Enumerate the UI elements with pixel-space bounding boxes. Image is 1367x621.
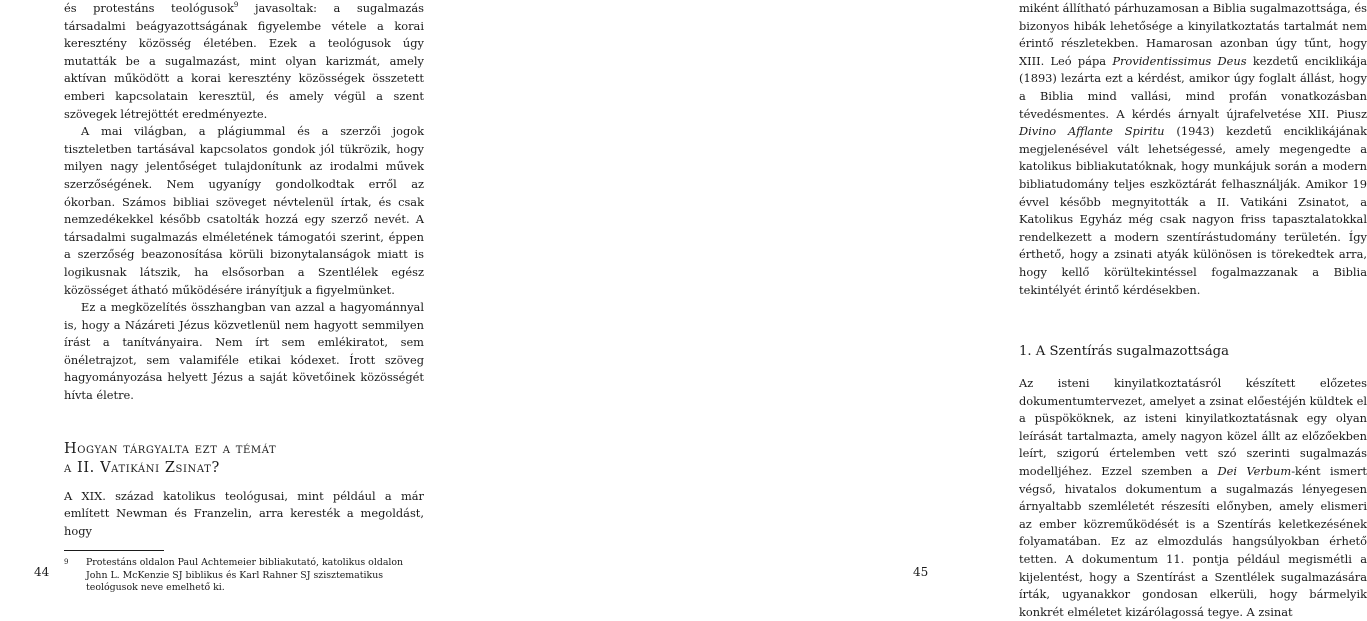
paragraph-text: (1943) kezdetű enciklikájának megjelenésével vált lehetségessé, amely megengedte a katolikus bibliakutatóknak, hogy munkájuk során a modern bibliatudomány teljes eszköztárát felhasználják. Amikor 19 évvel később megnyitották a II. Vatikáni Zsinatot, a Katolikus Egyház még csak nagyon friss tapasztalatokkal rendelkezett a modern szentírástudomány területén. Így érthető, hogy a zsinati atyák különösen is törekedtek arra, hogy kellő körültekintéssel fogalmazzanak a Biblia tekintélyét érintő kérdésekben. <box>1019 124 1367 297</box>
paragraph <box>1019 375 1367 621</box>
page-number: 44 <box>34 565 50 579</box>
footnote-text: Protestáns oldalon Paul Achtemeier bibliakutató, katolikus oldalon John L. McKenzie SJ biblikus és Karl Rahner SJ szisztematikus teológusok neve emelhető ki. <box>86 557 404 594</box>
paragraph: A XIX. század katolikus teológusai, mint például a már említett Newman és Franzelin, arra keresték a megoldást, hogy <box>64 488 424 538</box>
encyclical-title: Divino Afflante Spiritu <box>1019 124 1165 139</box>
right-page <box>480 0 1367 619</box>
paragraph-text: -ként ismert végső, hivatalos dokumentum a sugalmazás lényegesen árnyaltabb szemléletét részesíti előnyben, amely elismeri az ember közreműködését is a Szentírás keletkezésének folyamatában. Ez az elmozdulás hangsúlyokban érhető tetten. A dokumentum 11. pontja például megismétli a kijelentést, hogy a Szentírást a Szentlélek sugalmazására írták, ugyanakkor gondosan elkerüli, hogy bármelyik konkrét elméletet kizárólagossá tegye. A zsinat <box>1019 464 1367 619</box>
paragraph-text: Az isteni kinyilatkoztatásról készített előzetes dokumentumtervezet, amelyet a zsinat előestéjén küldtek el a püspököknek, az isteni kinyilatkoztatásnak egy olyan leírását tartalmazta, amely nagyon közel állt az előzőekben leírt, szigorú értelemben vett szó szerinti sugalmazás modelljéhez. Ezzel szemben a <box>1019 376 1367 479</box>
footnote <box>64 557 424 594</box>
footnote-reference: 9 <box>233 1 239 10</box>
section-heading <box>64 440 424 478</box>
paragraph: A mai világban, a plágiummal és a szerzői jogok tiszteletben tartásával kapcsolatos gondok jól tükrözik, hogy milyen nagy jelentőséget tulajdonítunk az irodalmi művek szerzőségének. Nem ugyanígy gondolkodtak erről az ókorban. Számos bibliai szöveget névtelenül írtak, és csak nemzedékekkel később csatolták hozzá egy szerző nevét. A társadalmi sugalmazás elméletének támogatói szerint, éppen a szerzőség beazonosítása körüli bizonytalanságok miatt is logikusnak látszik, ha elsősorban a Szentlélek egész közösséget átható működésére irányítjuk a figyelmünket. <box>64 124 424 297</box>
left-text-column <box>64 0 424 595</box>
paragraph <box>1019 0 1367 299</box>
paragraph-text: és protestáns teológusok <box>64 1 234 15</box>
paragraph-text: javasoltak: a sugalmazás társadalmi beágyazottságának figyelembe vétele a korai keresztény közösség életében. Ezek a teológusok úgy mutatták be a sugalmazást, mint olyan karizmát, amely aktívan működött a korai keresztény közösségek összetett emberi kapcsolatain keresztül, és amely végül a szent szövegek létrejöttét eredményezte. <box>64 1 424 121</box>
page-number: 45 <box>913 565 929 579</box>
footnote-divider <box>64 550 164 551</box>
paragraph <box>64 0 424 123</box>
encyclical-title: Providentissimus Deus <box>1112 53 1247 68</box>
paragraph-text: kezdetű enciklikája (1893) lezárta ezt a kérdést, amikor úgy foglalt állást, hogy a Biblia mind vallási, mind profán vonatkozásban tévedésmentes. A kérdés árnyalt újrafelvetése XII. Piusz <box>1019 53 1367 121</box>
document-title: Dei Verbum <box>1217 464 1292 479</box>
left-page <box>0 0 480 594</box>
section-heading-line: a II. Vatikáni Zsinat? <box>64 459 220 476</box>
right-text-column <box>1019 0 1367 621</box>
footnote-number: 9 <box>64 558 69 567</box>
paragraph: Ez a megközelítés összhangban van azzal a hagyománnyal is, hogy a Názáreti Jézus közvetlenül nem hagyott semmilyen írást a tanítványaira. Nem írt sem emlékiratot, sem önéletrajzot, sem valamiféle etikai kódexet. Írott szöveg hagyományozása helyett Jézus a saját követőinek közösségét hívta életre. <box>64 300 424 403</box>
paragraph-text: miként állítható párhuzamosan a Biblia sugalmazottsága, és bizonyos hibák lehetősége a kinyilatkoztatás tartalmát nem érintő részletekben. Hamarosan azonban úgy tűnt, hogy XIII. Leó pápa <box>1019 1 1367 68</box>
section-heading-line: Hogyan tárgyalta ezt a témát <box>64 440 277 457</box>
subsection-heading: 1. A Szentírás sugalmazottsága <box>1019 344 1229 360</box>
